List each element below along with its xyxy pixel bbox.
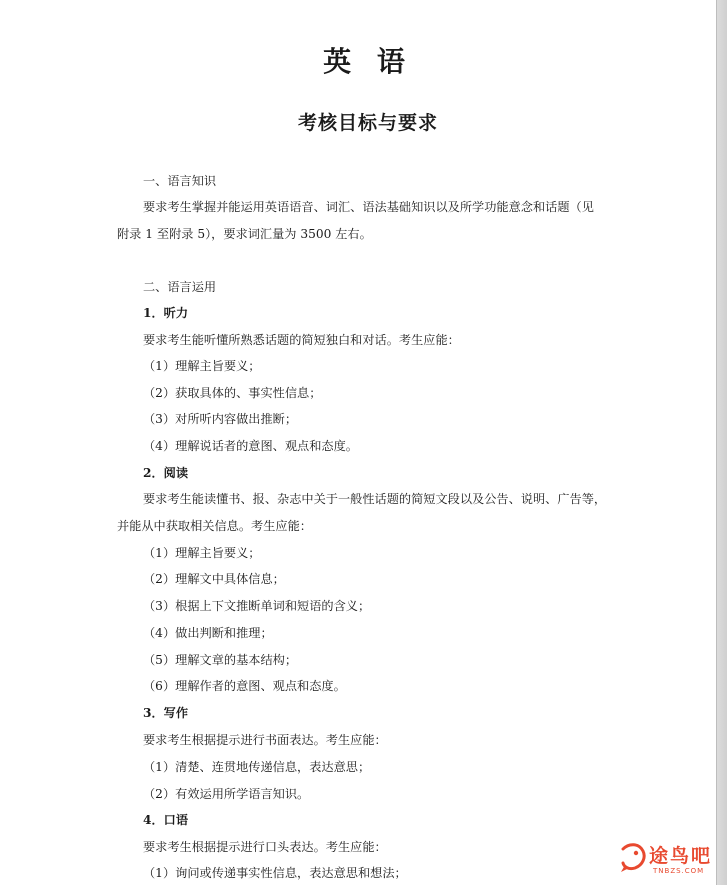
paragraph-line: 附录 1 至附录 5），要求词汇量为 3500 左右。 [117,227,372,241]
list-item: （3）根据上下文推断单词和短语的含义； [143,599,371,613]
document-subtitle: 考核目标与要求 [297,112,438,134]
list-item: （4）理解说话者的意图、观点和态度。 [143,439,358,453]
list-item: （6）理解作者的意图、观点和态度。 [143,679,346,693]
paragraph-line: 要求考生掌握并能运用英语语音、词汇、语法基础知识以及所学功能意念和话题（见 [143,200,594,214]
paragraph-line: 并能从中获取相关信息。考生应能： [117,519,312,533]
subheading-writing: 3．写作 [143,706,189,720]
subheading-speaking: 4．口语 [143,813,189,827]
list-item: （2）理解文中具体信息； [143,572,285,586]
list-item: （4）做出判断和推理； [143,626,273,640]
watermark [619,839,719,885]
bird-logo-icon [619,841,649,875]
paragraph-line: 要求考生根据提示进行书面表达。考生应能： [143,733,387,747]
watermark-brand: 途鸟吧 [649,845,713,867]
list-item: （1）理解主旨要义； [143,359,261,373]
section-heading-language-use: 二、语言运用 [143,280,217,294]
list-item: （2）有效运用所学语言知识。 [143,787,310,801]
subheading-reading: 2．阅读 [143,466,189,480]
paragraph-line: 要求考生能读懂书、报、杂志中关于一般性话题的简短文段以及公告、说明、广告等， [143,492,607,506]
list-item: （1）清楚、连贯地传递信息，表达意思； [143,760,371,774]
document-title: 英 语 [323,45,413,78]
paragraph-line: 要求考生能听懂所熟悉话题的简短独白和对话。考生应能： [143,333,460,347]
subheading-listening: 1．听力 [143,306,189,320]
list-item: （5）理解文章的基本结构； [143,653,298,667]
list-item: （2）获取具体的、事实性信息； [143,386,322,400]
list-item: （1）理解主旨要义； [143,546,261,560]
paragraph-line: 要求考生根据提示进行口头表达。考生应能： [143,840,387,854]
section-heading-language-knowledge: 一、语言知识 [143,174,217,188]
watermark-url: TNBZS.COM [653,867,705,875]
list-item: （3）对所听内容做出推断； [143,412,298,426]
list-item: （1）询问或传递事实性信息，表达意思和想法； [143,866,407,880]
page-edge [716,0,727,885]
